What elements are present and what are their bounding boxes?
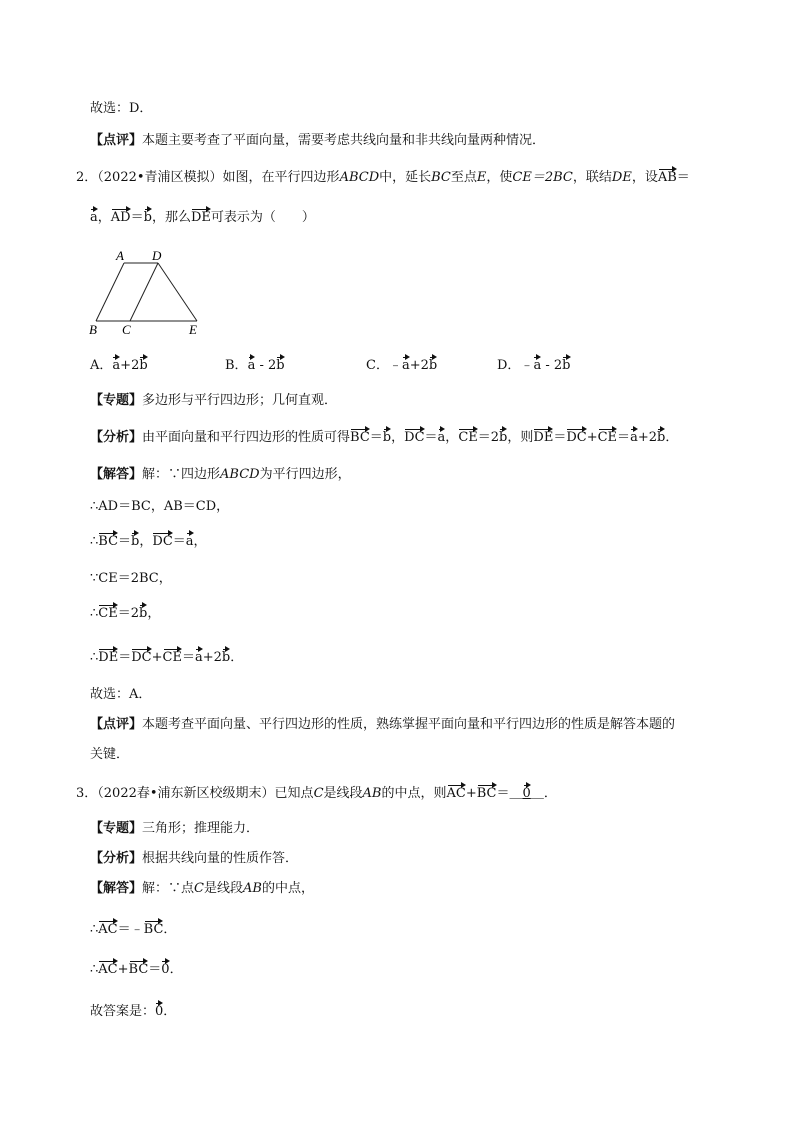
q2-stem-line1: 2．（2022•青浦区模拟）如图，在平行四边形ABCD中，延长BC至点E，使CE＝2BC，联结DE，设AB＝	[76, 166, 690, 187]
q3-analysis: 【分析】根据共线向量的性质作答．	[90, 851, 299, 866]
label-c: C	[122, 322, 131, 337]
q3-stem: 3．（2022春•浦东新区校级期末）已知点C是线段AB的中点，则AC+BC＝＿0＿．	[76, 782, 557, 803]
option-d: D．﹣a - 2b	[497, 354, 571, 375]
label-d: D	[152, 248, 162, 263]
p1-choice: 故选：D．	[90, 101, 153, 116]
q2-topic: 【专题】多边形与平行四边形；几何直观．	[90, 393, 338, 408]
q2-choice: 故选：A．	[90, 687, 152, 702]
p1-comment: 【点评】本题主要考查了平面向量，需要考虑共线向量和非共线向量两种情况．	[90, 133, 546, 148]
q2-stem-line2: a，AD＝b，那么DE可表示为（ ）	[90, 206, 315, 227]
q3-step-2: ∴AC+BC＝0．	[90, 958, 183, 979]
label-a: A	[116, 248, 124, 263]
q3-topic: 【专题】三角形；推理能力．	[90, 821, 260, 836]
q2-comment-2: 关键．	[90, 747, 130, 762]
label-e: E	[189, 322, 197, 337]
q2-analysis: 【分析】由平面向量和平行四边形的性质可得BC＝b，DC＝a，CE＝2b，则DE＝DC+CE＝a+2b．	[90, 426, 678, 447]
q2-step-2: ∴BC＝b，DC＝a，	[90, 530, 207, 551]
parallelogram-figure	[88, 246, 218, 338]
option-c: C．﹣a+2b	[366, 354, 437, 375]
q3-step-1: ∴AC＝﹣BC．	[90, 918, 176, 939]
vec-ab: AB	[658, 166, 677, 184]
q3-answer: 故答案是：0．	[90, 1000, 176, 1021]
q2-step-5: ∴DE＝DC+CE＝a+2b．	[90, 646, 243, 667]
q2-comment-1: 【点评】本题考查平面向量、平行四边形的性质，熟练掌握平面向量和平行四边形的性质是解答本题的	[90, 717, 676, 732]
label-b: B	[89, 322, 97, 337]
q2-step-3: ∵CE＝2BC，	[90, 571, 172, 586]
option-b: B．a - 2b	[225, 354, 285, 375]
q2-solution: 【解答】解：∵四边形ABCD为平行四边形，	[90, 467, 351, 482]
q3-solution: 【解答】解：∵点C是线段AB的中点，	[90, 881, 314, 896]
q2-step-1: ∴AD＝BC，AB＝CD，	[90, 499, 230, 514]
option-a: A．a+2b	[90, 354, 148, 375]
q2-step-4: ∴CE＝2b，	[90, 602, 160, 623]
